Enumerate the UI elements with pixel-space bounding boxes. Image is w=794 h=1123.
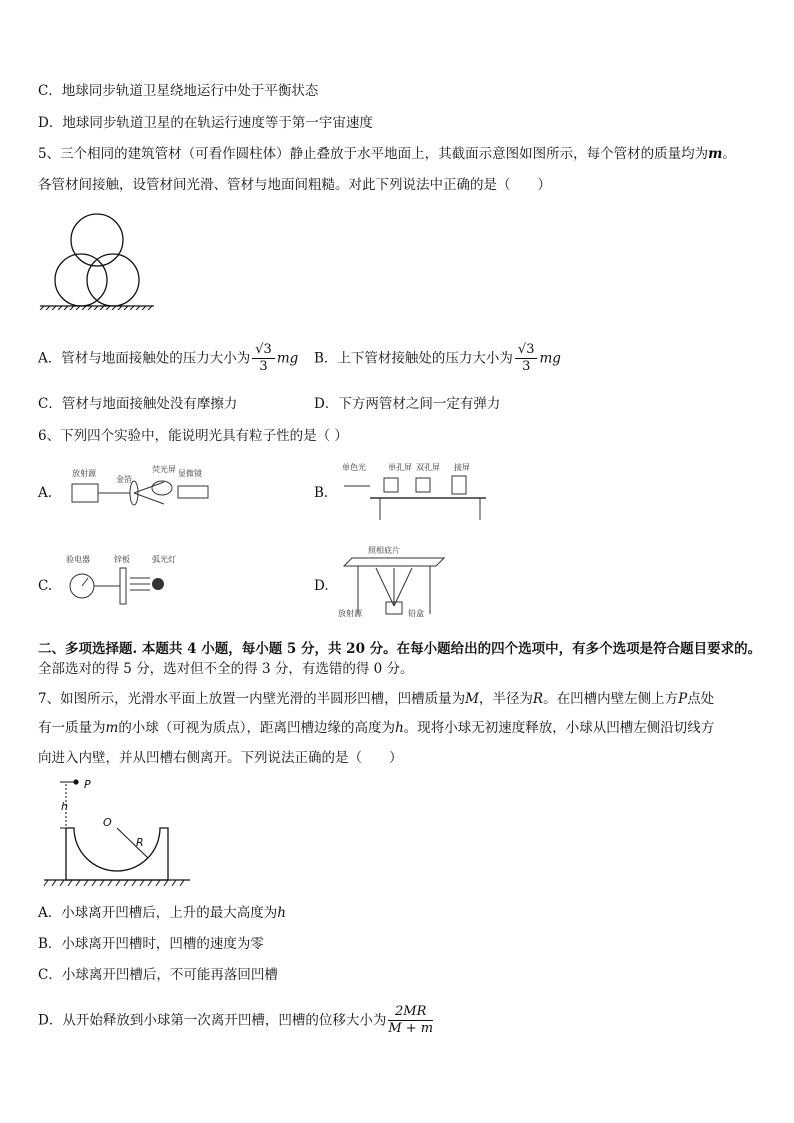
fig6b-label-1: 单孔屏 <box>388 463 412 472</box>
fig6a-label-2: 金箔 <box>116 475 132 484</box>
photoelectric-figure <box>64 552 194 614</box>
fig6b-label-3: 接屏 <box>454 463 470 472</box>
q6-stem: 6、下列四个实验中，能说明光具有粒子性的是（ ） <box>38 428 348 444</box>
q7-stem-line1: 7、如图所示，光滑水平面上放置一内壁光滑的半圆形凹槽，凹槽质量为M，半径为R。在凹槽内壁左侧上方P点处 <box>38 691 715 707</box>
alpha-scattering-figure <box>68 462 218 520</box>
fig6a-label-1: 荧光屏 <box>152 465 176 474</box>
q7-stem-line2: 有一质量为m的小球（可视为质点），距离凹槽边缘的高度为h。现将小球无初速度释放，小球从凹槽左侧沿切线方 <box>38 720 715 736</box>
radiation-figure <box>338 544 458 620</box>
q6-option-b-label: B. <box>314 485 329 501</box>
q6-option-d-label: D. <box>314 578 329 594</box>
q5-stem-line2: 各管材间接触，设管材间光滑、管材与地面间粗糙。对此下列说法中正确的是（ ） <box>38 177 551 193</box>
q5-option-a: A．管材与地面接触处的压力大小为 $\frac{√3}{3}$ mg <box>38 342 299 374</box>
q7-option-d: D．从开始释放到小球第一次离开凹槽，凹槽的位移大小为 $\frac{2MR}{M + m}$ <box>38 1004 434 1036</box>
fig6d-label-2: 铅盒 <box>408 609 424 618</box>
fig7-label-p: P <box>84 778 91 791</box>
fig6c-label-0: 验电器 <box>66 555 90 564</box>
fig7-label-o: O <box>103 816 112 829</box>
fig6b-label-2: 双孔屏 <box>416 463 440 472</box>
pipes-figure <box>38 206 156 310</box>
q7-option-b: B．小球离开凹槽时，凹槽的速度为零 <box>38 936 264 952</box>
fig6a-label-3: 显微镜 <box>178 469 202 478</box>
q5-option-c: C．管材与地面接触处没有摩擦力 <box>38 396 238 412</box>
q4-option-d: D．地球同步轨道卫星的在轨运行速度等于第一宇宙速度 <box>38 115 373 131</box>
q6-option-c-label: C. <box>38 578 53 594</box>
fig6d-label-1: 放射源 <box>338 609 362 618</box>
q7-option-c: C．小球离开凹槽后，不可能再落回凹槽 <box>38 967 278 983</box>
q5-option-b: B．上下管材接触处的压力大小为 $\frac{√3}{3}$ mg <box>314 342 561 374</box>
fig6b-label-0: 单色光 <box>342 463 366 472</box>
q6-option-a-label: A. <box>38 485 53 501</box>
q4-option-c: C．地球同步轨道卫星绕地运行中处于平衡状态 <box>38 83 319 99</box>
q5-stem-line1: 5、三个相同的建筑管材（可看作圆柱体）静止叠放于水平地面上，其截面示意图如图所示，每个管材的质量均为m。 <box>38 146 736 162</box>
fig7-label-r: R <box>136 836 144 849</box>
q7-stem-line3: 向进入内壁，并从凹槽右侧离开。下列说法正确的是（ ） <box>38 750 403 766</box>
q7-option-a: A．小球离开凹槽后，上升的最大高度为h <box>38 905 286 921</box>
fig6c-label-2: 弧光灯 <box>152 555 176 564</box>
fig6d-label-0: 照相底片 <box>368 546 400 555</box>
section2-header-line2: 全部选对的得 5 分，选对但不全的得 3 分，有选错的得 0 分。 <box>38 661 414 677</box>
fig7-label-h: h <box>61 800 68 813</box>
groove-figure <box>40 776 192 890</box>
double-slit-figure <box>340 458 490 524</box>
fig6a-label-0: 放射源 <box>72 469 96 478</box>
q5-option-d: D．下方两管材之间一定有弹力 <box>314 396 501 412</box>
fig6c-label-1: 锌板 <box>114 555 130 564</box>
section2-header-line1: 二、多项选择题. 本题共 4 小题，每小题 5 分，共 20 分。在每小题给出的四个选项中，有多个选项是符合题目要求的。 <box>38 641 762 657</box>
